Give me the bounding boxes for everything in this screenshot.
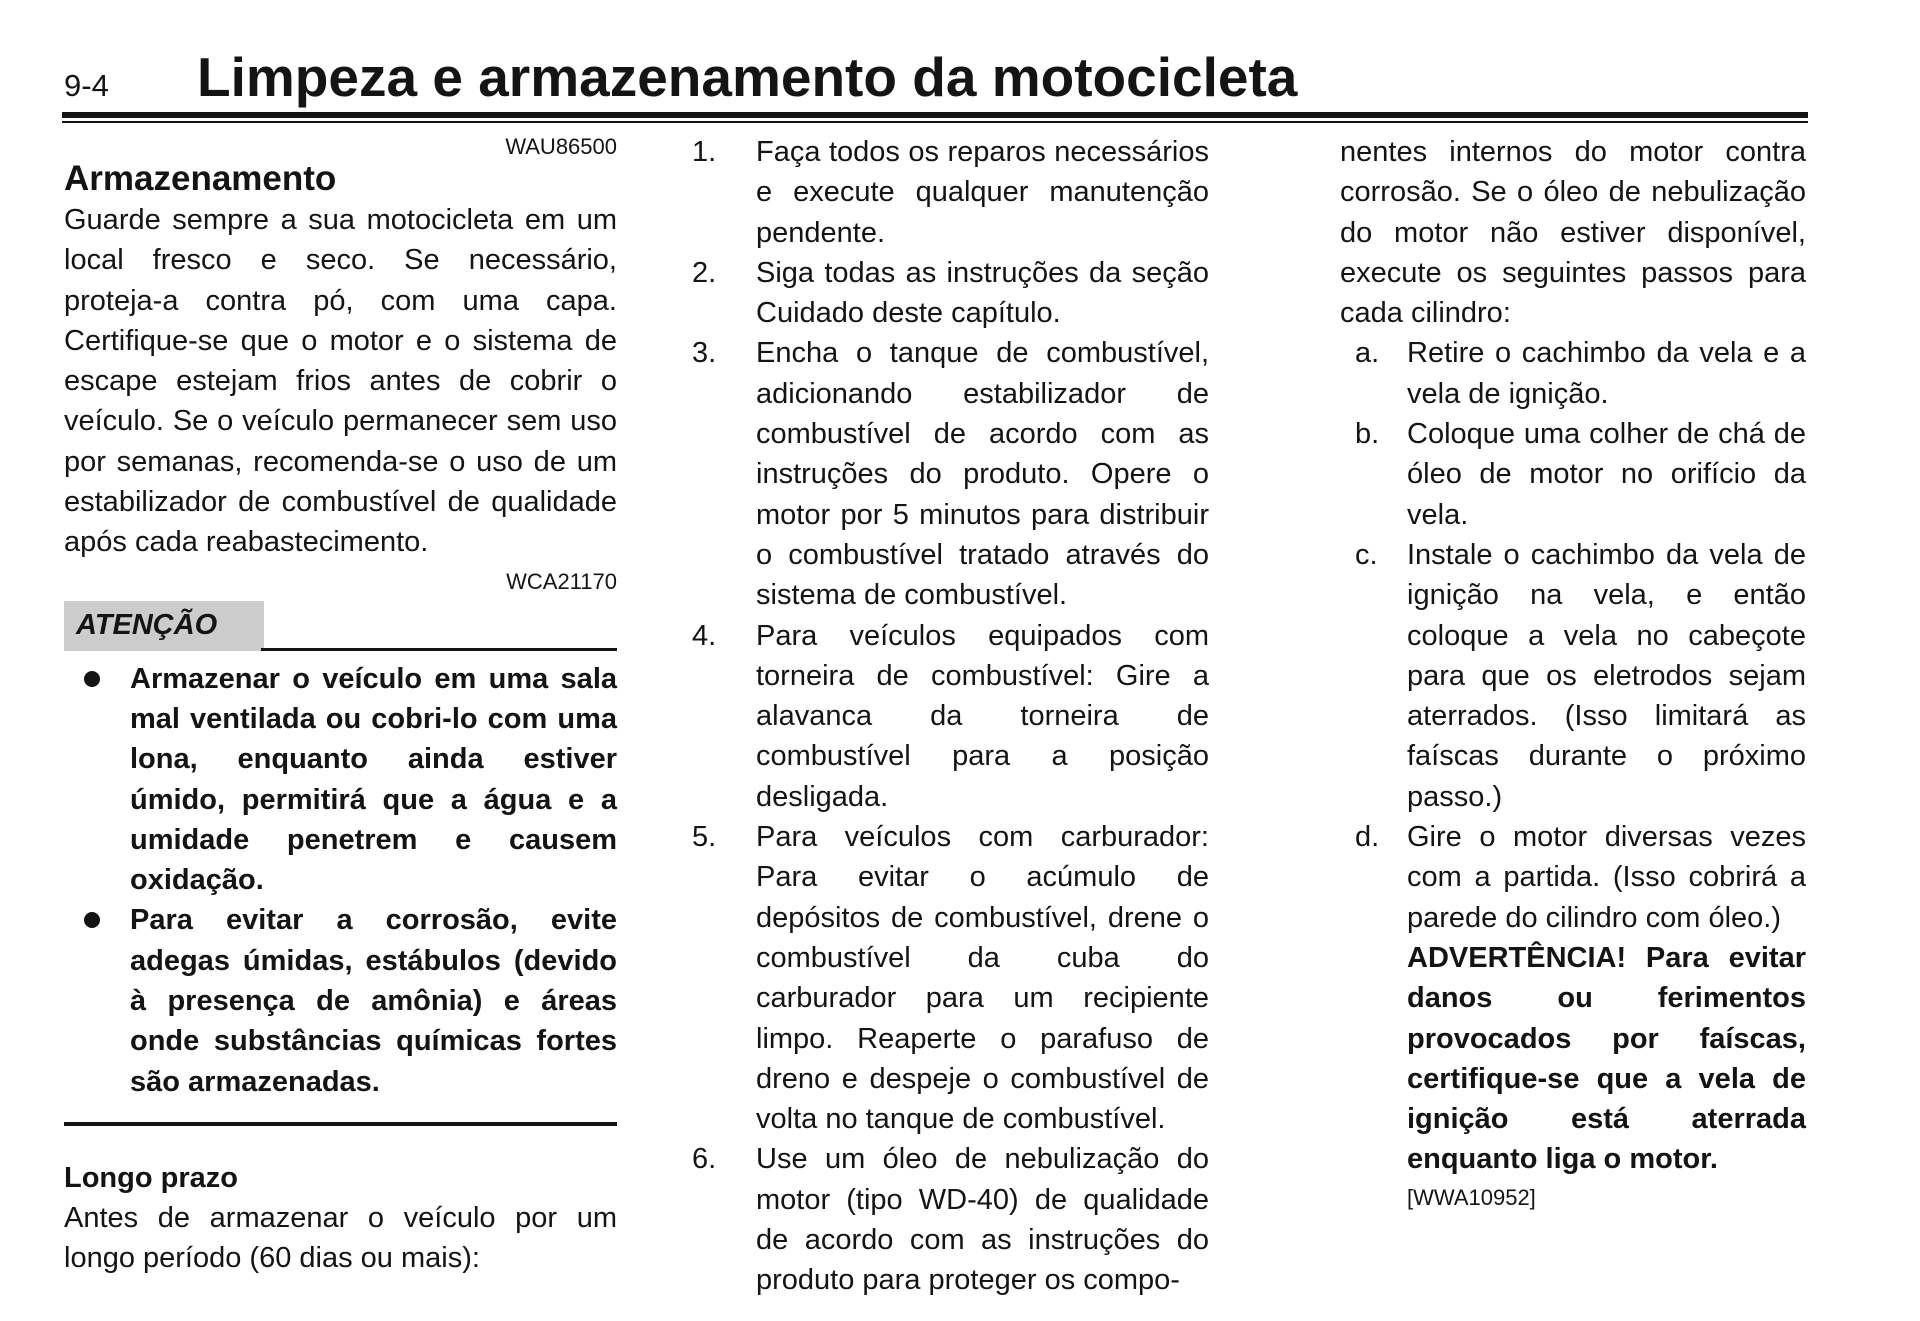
substep-text: Instale o cachimbo da vela de ignição na vela, e então coloque a vela no cabeçote para que os eletrodos sejam aterrados. (Isso limitará as faíscas durante o próximo passo.) [1407,538,1806,813]
step-number: 3. [692,337,717,370]
substep-letter: b. [1355,418,1380,451]
bullet-icon [64,659,130,699]
step-text: Encha o tanque de combustível, adicionando estabilizador de combustível de acordo com as instruções do produto. Opere o motor por 5 minutos para distribuir o combustível tratado através do sistema de combustível. [756,337,1209,612]
substep-text: Retire o cachimbo da vela e a vela de ignição. [1407,337,1806,410]
column-3 [1340,132,1806,1216]
caution-rule [261,648,617,651]
substep-item [1340,414,1806,535]
step6-continuation: nentes internos do motor contra corrosão. Se o óleo de nebulização do motor não estiver disponível, execute os seguintes passos para cada cilindro: [1340,136,1806,330]
substep-letter: c. [1355,538,1378,571]
caution-item-text: Para evitar a corrosão, evite adegas úmidas, estábulos (devido à presença de amônia) e áreas onde substâncias químicas fortes são armazenadas. [130,904,617,1098]
substep-text: Gire o motor diversas vezes com a partida. (Isso cobrirá a parede do cilindro com óleo.) [1407,821,1806,934]
caution-header [64,601,617,651]
caution-item-text: Armazenar o veículo em uma sala mal ventilada ou cobri-lo com uma lona, enquanto ainda estiver úmido, permitirá que a água e a umidade penetrem e causem oxidação. [130,662,617,897]
step-item [692,132,1209,253]
caution-ref-code: WCA21170 [506,568,617,594]
step-number: 4. [692,619,717,652]
warning-ref-code: [WWA10952] [1407,1184,1536,1210]
step-text: Faça todos os reparos necessários e execute qualquer manutenção pendente. [756,136,1209,249]
substep-item [1340,817,1806,938]
substep-letter: d. [1355,821,1380,854]
step-item [692,1139,1209,1300]
subsection-title-long-term: Longo prazo [64,1161,238,1194]
long-term-intro: Antes de armazenar o veículo por um longo período (60 dias ou mais): [64,1201,617,1275]
caution-item [64,900,617,1101]
step-number: 1. [692,136,717,168]
step-text: Para veículos com carburador: Para evitar o acúmulo de depósitos de combustível, drene o combustível da cuba do carburador para um recipiente limpo. Reaperte o parafuso de dreno e despeje o combustível de volta no tanque de combustível. [756,821,1209,1136]
page-number: 9-4 [64,68,109,103]
storage-intro-paragraph: Guarde sempre a sua motocicleta em um local fresco e seco. Se necessário, proteja-a contra pó, com uma capa. Certifique-se que o motor e o sistema de escape estejam frios antes de cobrir o veículo. Se o veículo permanecer sem uso por semanas, recomenda-se o uso de um estabilizador de combustível de qualidade após cada reabastecimento. [64,204,617,559]
page-title: Limpeza e armazenamento da motocicleta [197,46,1298,108]
section-title-storage: Armazenamento [64,159,337,198]
step-item [692,817,1209,1139]
column-1 [64,132,617,1279]
step-number: 6. [692,1143,717,1176]
header-rule-thin [62,121,1808,123]
substep-item [1340,535,1806,817]
step-item [692,253,1209,334]
caution-item [64,659,617,901]
bullet-icon [64,900,130,940]
warning-block [1407,938,1806,1216]
step-text: Para veículos equipados com torneira de combustível: Gire a alavanca da torneira de combustível para a posição desligada. [756,619,1209,813]
caution-list [64,659,617,1102]
caution-label-box [64,601,264,651]
step-number: 2. [692,256,717,289]
storage-ref-code: WAU86500 [505,134,617,159]
column-2 [692,132,1209,1301]
warning-text: ADVERTÊNCIA! Para evitar danos ou ferimentos provocados por faíscas, certifique-se que a vela de ignição está aterrada enquanto liga o motor. [1407,941,1806,1176]
header-rule-thick [62,112,1808,118]
substep-text: Coloque uma colher de chá de óleo de motor no orifício da vela. [1407,418,1806,531]
step-text: Use um óleo de nebulização do motor (tipo WD-40) de qualidade de acordo com as instruções do produto para proteger os compo- [756,1143,1209,1297]
caution-label: ATENÇÃO [76,609,218,642]
substep-item [1340,333,1806,414]
step-item [692,616,1209,817]
caution-end-rule [64,1122,617,1126]
step-item [692,333,1209,615]
substep-letter: a. [1355,337,1380,370]
step-text: Siga todas as instruções da seção Cuidado deste capítulo. [756,256,1209,330]
step-number: 5. [692,821,717,854]
